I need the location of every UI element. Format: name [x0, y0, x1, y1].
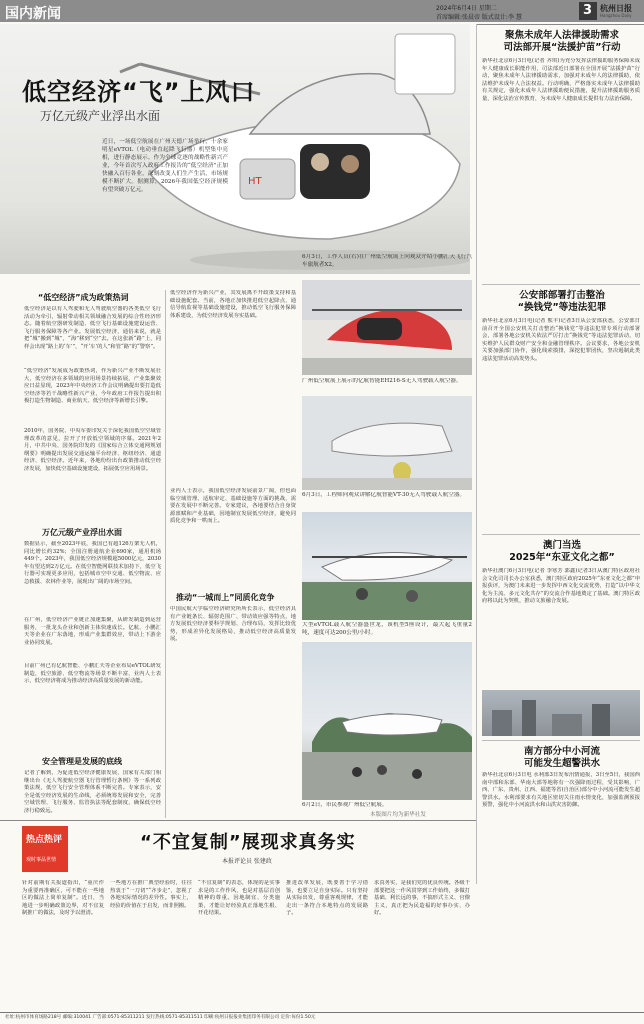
- divider-right-top: [477, 24, 644, 25]
- mid-para-c: 中国民航大学临空经济研究所所长表示，低空经济具有产业链条长、辐射范围广、带动效应强等特点，地方发展低空经济要科学规划、合理布局，发挥比较优势，形成差异化发展格局，推动低空经济高质量发展。: [170, 606, 296, 642]
- photo-shengshilong: [302, 512, 472, 620]
- story1-title: 聚焦未成年人法律援助需求 司法部开展“法援护苗”行动: [503, 30, 621, 53]
- commentary-badge-label: 热点热评: [26, 835, 63, 845]
- subhead-competition: 推动“一城而上”同质化竞争: [176, 593, 275, 602]
- lead-para-3: 2010年，国务院、中央军委印发关于深化我国低空空域管理改革的意见，拉开了开放低空领域的序幕。2021年2月，中共中央、国务院印发的《国家综合立体交通网规划纲要》明确提出发展交通运输平台经济、枢纽经济、通道经济、低空经济。近年来，各地纷纷出台政策推动低空经济发展，加快低空基础设施建设，拓展低空应用场景。: [24, 428, 161, 472]
- lead-intro: 近日，一场低空航展在广州天德广场举行，十余家明星eVTOL（电动垂直起降飞行器）机型集中亮相，进行静态展示。作为全球竞逐的战略性新兴产业，今年首次写入政府工作报告的“低空经济”正加快融入百行各业，深刻改变人们生产生活，市场规模不断扩大。据测算，2026年我国低空经济规模有望突破万亿元。: [102, 139, 228, 193]
- story4-text: 新华社北京6月3日电 水利部3日发布汛情通报，3日至5日，我国西南中部和东部、华南大部等地将有一次强降雨过程，受其影响，广西、广东、贵州、江西、福建等省(自治区)部分中小河流可能发生超警洪水。水利部要求有关地区密切关注雨水情变化，加强监测预报预警，强化中小河流洪水和山洪灾害防御。: [482, 772, 640, 808]
- divider-right-1: [482, 284, 640, 285]
- story1-text: 新华社北京6月3日电(记者 齐琪)为充分发挥法律援助服务保障未成年人健康成长职能作用，司法部近日部署在全国开展“法援护苗”行动，聚焦未成年人法律援助需求，加强对未成年人的法律援助，依法维护未成年人合法权益。行动明确，严格落实未成年人法律援助有关规定，强化未成年人法律援助便民措施，提升法律援助服务质量，深化法治宣传教育，为未成年人健康成长提供有力法治保障。: [482, 58, 640, 102]
- lead-subtitle: 万亿元级产业浮出水面: [40, 109, 161, 123]
- photo-macau: [482, 690, 640, 736]
- commentary-text-1: 针对前期有关报道指出，“重庆作为重要再准确区，可不能在一些地区的做法上简单复制”。近日，当地进一步明确政策边界，对不宜复制推广的做法，及时予以澄清。: [22, 880, 104, 916]
- commentary-title: “不宜复制”展现求真务实: [140, 832, 356, 853]
- eh216-aircraft: [302, 280, 472, 375]
- mid-para-b: 业内人士表示，我国低空经济发展前景广阔，但也面临空域管理、适航审定、基础设施等方面的挑战，需要在发展中不断完善。专家建议，各地要结合自身资源禀赋和产业基础，因地制宜发展低空经济，避免同质化竞争和一哄而上。: [170, 488, 296, 524]
- photo-eh216: [302, 280, 472, 375]
- divider-right-2: [482, 534, 640, 535]
- caption-4: 大型eVTOL载人航空器盛世龙，该机型5座设计，最大起飞重量2吨，速度可达200公里/小时。: [302, 622, 472, 636]
- story2-title: 公安部部署打击整治 “换钱党”等违法犯罪: [517, 290, 607, 313]
- aircraft-illustration: [0, 24, 470, 274]
- divider-col3: [476, 24, 477, 884]
- lead-para-5: 在广州，低空经济产业链正加速集聚，从研发制造到运营服务，一批龙头企业和创新主体快速成长。亿航、小鹏汇天等企业在广东落地，形成产业集群效应，带动上下游企业协同发展。: [24, 617, 161, 646]
- lead-title: 低空经济“飞”上风口: [22, 78, 256, 106]
- story3-title: 澳门当选 2025年“东亚文化之都”: [509, 540, 615, 563]
- subhead-policy: “低空经济”成为政策热词: [38, 293, 129, 302]
- lead-para-7: 记者了解到，为促进低空经济健康发展，国家有关部门相继出台《无人驾驶航空器飞行管理暂行条例》等一系列政策法规，低空飞行安全管理体系不断完善。专家表示，安全是低空经济发展的生命线，必须统筹发展和安全，完善空域管理、飞行服务、监管执法等配套制度，确保低空经济行稳致远。: [24, 770, 161, 814]
- subhead-safety: 安全管理是发展的底线: [42, 757, 122, 766]
- svg-text:HT: HT: [248, 176, 262, 187]
- photo-visitors: [302, 642, 472, 800]
- mid-para-a: 低空经济作为新兴产业，其发展离不开政策支持和基础设施配套。当前，各地正加快推进低空起降点、通信导航监视等基础设施建设，推动低空飞行服务保障体系建设，为低空经济发展夯实基础。: [170, 290, 296, 319]
- commentary-byline: 本报评论员 张建政: [222, 858, 272, 865]
- divider-right-3: [482, 740, 640, 741]
- commentary-text-2: 一些地方在推广典型经验时，往往热衷于“一刀切”“齐步走”，忽视了各地实际情况的差异性。事实上，经验的价值在于启发，而非照搬。: [110, 880, 192, 909]
- story4-title: 南方部分中小河流 可能发生超警洪水: [523, 746, 600, 769]
- date-line: 2024年6月4日 星期二: [436, 5, 497, 12]
- vt30-aircraft: [302, 396, 472, 490]
- lead-para-1: 低空经济是以有人驾驶和无人驾驶航空器的各类低空飞行活动为牵引，辐射带动相关领域融合发展的综合性经济形态。随着航空器研发制造、低空飞行基础设施建设运营、飞行服务保障等各产业。发展低空经济，通俗来说，就是把“城”搬到“城”，“海”移到“空”去。在这张新“路”上，同样会出现“路上的‘车’”，“开‘车’的人”和管“路”的“警察”。: [24, 306, 161, 350]
- paper-name: 杭州日报: [600, 3, 632, 13]
- section-title: 国内新闻: [5, 6, 61, 22]
- section-header-bar: [0, 0, 644, 22]
- story3-text: 新华社澳门6月3日电(记者 李寒芳 郭鑫)记者3日从澳门特区政府社会文化司司长办公室获悉，澳门特区政府2025年“东亚文化之都”申报获评，为澳门未来进一步发挥中西文化交流优势，打造“以中华文化为主流、多元文化共存”的交流合作基地奠定了基础。澳门特区政府将以此为契机，推动文旅融合发展。: [482, 568, 640, 604]
- footer-text: 社址:杭州市体育场路218号 邮编:310041 广告部:0571-85311211 发行热线:0571-85311511 印刷:杭州日报报业集团印务有限公司 定价:每份1.50元: [5, 1015, 316, 1020]
- caption-1: 6月3日，工作人员(右)在广州低空航展上向观众介绍小鹏汇天飞行汽车旅航者X2。: [302, 254, 472, 268]
- commentary-top-rule: [0, 820, 476, 821]
- commentary-text-5: 求真务实，是我们党的优良传统。各级干部要把这一作风贯穿到工作始终，多做打基础、利长远的事，不搞形式主义、官僚主义，真正把为民造福的好事办实、办好。: [374, 880, 470, 916]
- lead-para-4: 数据显示，截至2023年底，我国已有超126万架无人机，同比增长约32%；全国注册通航企业690家，通用机场449个。2023年，我国低空经济规模超5000亿元，2030年有望达到2万亿元。在低空智能网联技术加持下，低空飞行器可实现更多应用，包括城市空中交通、低空物流、应急救援、农林作业等，展现出广阔的市场空间。: [24, 541, 161, 585]
- lead-para-2: “低空经济”发展成为政策热词，作为新兴产业不断发展壮大，低空经济在多领域的应用场景持续拓展，产业集聚效应日益显现，2023年中央经济工作会议明确提出要打造低空经济等若干战略性新兴产业，今年政府工作报告提出积极打造生物制造、商业航天、低空经济等新增长引擎。: [24, 368, 161, 404]
- footer-rule: [0, 1012, 644, 1013]
- shengshilong-aircraft: [302, 512, 472, 620]
- commentary-text-3: “不宜复制”的表态，体现的是实事求是的工作作风，也是对基层首创精神的尊重。因地制宜、分类施策，才能让好经验真正落地生根、开花结果。: [198, 880, 280, 916]
- page-number: 3: [583, 3, 593, 18]
- hero-photo: [0, 24, 470, 274]
- editors-line: 首席编辑:张晨帝 版式设计:李 慧: [436, 14, 522, 21]
- divider-col1: [165, 290, 166, 818]
- macau-cityscape: [482, 690, 640, 736]
- paper-name-en: Hangzhou Daily: [600, 13, 632, 18]
- subhead-trillion: 万亿元级产业浮出水面: [42, 528, 122, 537]
- lead-para-6: 目前广州已有亿航智能、小鹏汇天等企业布局eVTOL研发制造，低空旅游、低空物流等场景不断丰富，业内人士表示，低空经济将成为推动经济高质量发展的新动能。: [24, 663, 161, 684]
- commentary-text-4: 推进改革发展，既要善于学习借鉴，也要立足自身实际。只有坚持从实际出发，尊重客观规律，才能走出一条符合本地特点的发展路子。: [286, 880, 368, 916]
- commentary-badge-sub: 观时事品世情: [26, 857, 57, 863]
- photo-credit: 本版图片均为新华社发: [370, 812, 426, 818]
- story2-text: 新华社北京6月3日电(记者 熊丰)记者3日从公安部获悉，公安部日前召开全国公安机关打击整治“换钱党”等违法犯罪专项行动部署会，部署各地公安机关依法严厉打击“换钱党”等违法犯罪活动，切实维护人民群众财产安全和金融管理秩序。会议要求，各地公安机关要加强部门协作，强化线索摸排，深挖犯罪团伙，坚决遏制此类违法犯罪活动高发势头。: [482, 318, 640, 362]
- caption-5: 6月2日，市民参观广州低空航展。: [302, 802, 388, 808]
- caption-3: 6月3日，工程师向观众讲解亿航智能VT-30无人驾驶载人航空器。: [302, 492, 466, 498]
- photo-vt30: [302, 396, 472, 490]
- visitors-scene: [302, 642, 472, 800]
- caption-2: 广州低空航展上展示的亿航智能EH216-S无人驾驶载人航空器。: [302, 378, 462, 384]
